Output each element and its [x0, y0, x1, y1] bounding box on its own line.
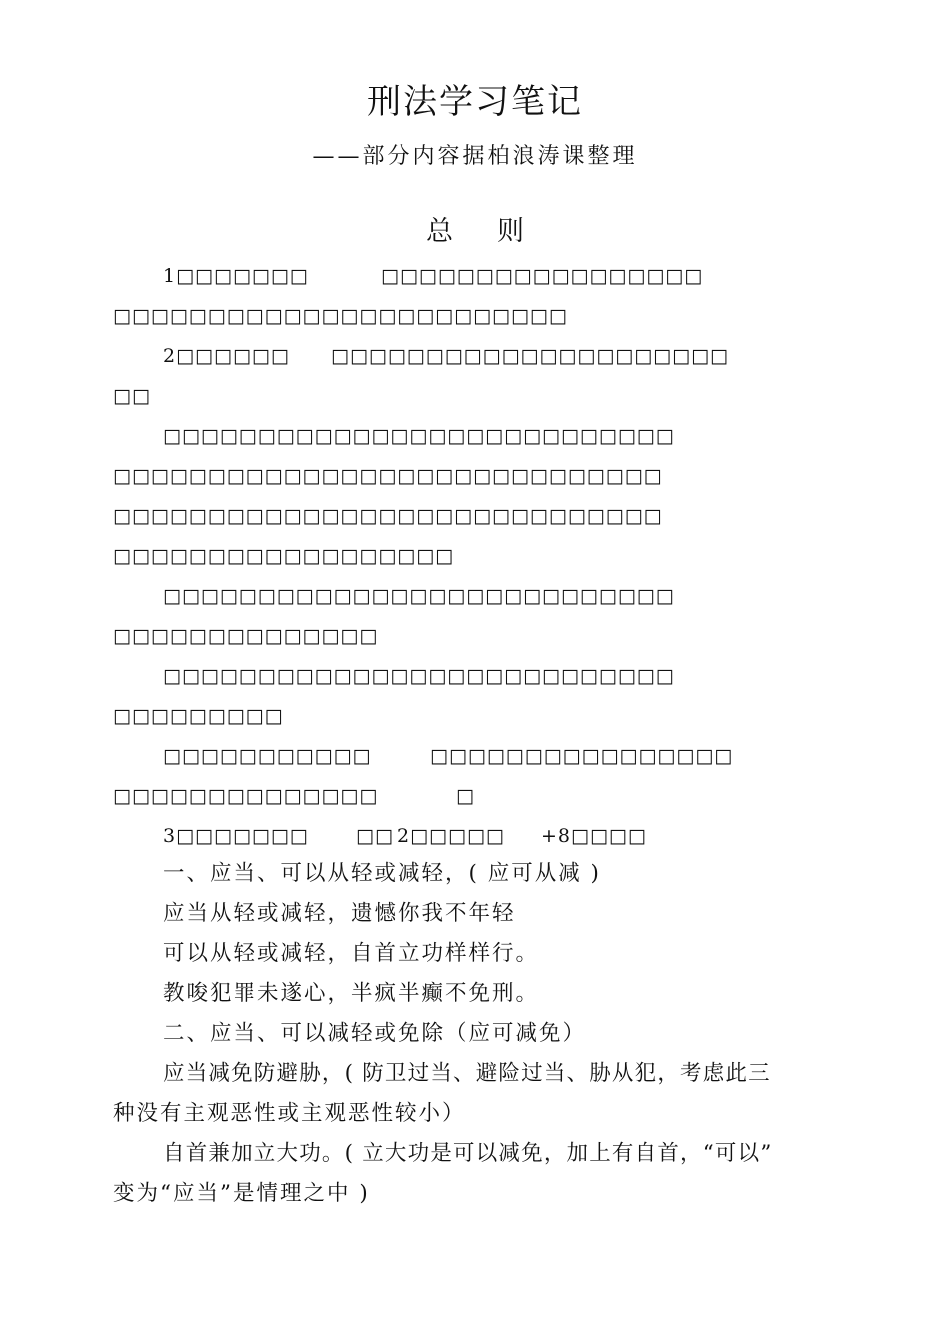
- garbled-text-line: □□□□□□□□□□□□□□□□□□□□□□□□: [113, 305, 568, 327]
- garbled-text-line: +8□□□□: [541, 825, 647, 847]
- paragraph-line: 可以从轻或减轻，自首立功样样行。: [163, 941, 540, 966]
- document-subtitle: ——部分内容据柏浪涛课整理: [312, 144, 638, 169]
- garbled-text-line: □□□□□□□□□□□□□□□□□□□□□: [331, 345, 729, 367]
- garbled-text-line: □□□□□□□□□□□: [163, 745, 372, 767]
- garbled-text-line: □□□□□□□□□□□□□□□□□□□□□□□□□□□□□: [113, 465, 663, 487]
- garbled-text-line: 1□□□□□□□: [163, 265, 309, 287]
- garbled-text-line: 2□□□□□□: [163, 345, 290, 367]
- garbled-text-line: □□: [113, 385, 151, 407]
- garbled-text-line: 2□□□□□: [397, 825, 505, 847]
- garbled-text-line: □□□□□□□□□□□□□□□□□□□□□□□□□□□: [163, 425, 675, 447]
- garbled-text-line: □□□□□□□□□□□□□□□□: [430, 745, 734, 767]
- paragraph-line: 自首兼加立大功。( 立大功是可以减免，加上有自首，“可以”: [163, 1141, 773, 1166]
- paragraph-line: 应当减免防避胁，( 防卫过当、避险过当、胁从犯，考虑此三: [163, 1061, 771, 1086]
- garbled-text-line: □□: [356, 825, 394, 847]
- section-heading-char-2: 则: [497, 216, 524, 247]
- garbled-text-line: □□□□□□□□□: [113, 705, 284, 727]
- garbled-text-line: □□□□□□□□□□□□□□□□□: [381, 265, 704, 287]
- garbled-text-line: □□□□□□□□□□□□□□□□□□□□□□□□□□□□□: [113, 505, 663, 527]
- heading-two: 二、应当、可以减轻或免除（应可减免）: [163, 1021, 587, 1046]
- garbled-text-line: □□□□□□□□□□□□□□□□□□□□□□□□□□□: [163, 665, 675, 687]
- section-heading: [0, 212, 950, 252]
- document-title: 刑法学习笔记: [367, 82, 583, 122]
- paragraph-line: 变为“应当”是情理之中 ): [113, 1181, 370, 1206]
- paragraph-line: 种没有主观恶性或主观恶性较小）: [113, 1101, 466, 1126]
- garbled-text-line: 3□□□□□□□: [163, 825, 309, 847]
- heading-one: 一、应当、可以从轻或减轻，( 应可从减 ): [163, 861, 601, 886]
- paragraph-line: 教唆犯罪未遂心，半疯半癫不免刑。: [163, 981, 540, 1006]
- garbled-text-line: □: [456, 785, 475, 807]
- paragraph-line: 应当从轻或减轻，遗憾你我不年轻: [163, 901, 516, 926]
- garbled-text-line: □□□□□□□□□□□□□□□□□□: [113, 545, 455, 567]
- garbled-text-line: □□□□□□□□□□□□□□□□□□□□□□□□□□□: [163, 585, 675, 607]
- garbled-text-line: □□□□□□□□□□□□□□: [113, 625, 379, 647]
- section-heading-char-1: 总: [426, 216, 453, 247]
- garbled-text-line: □□□□□□□□□□□□□□: [113, 785, 379, 807]
